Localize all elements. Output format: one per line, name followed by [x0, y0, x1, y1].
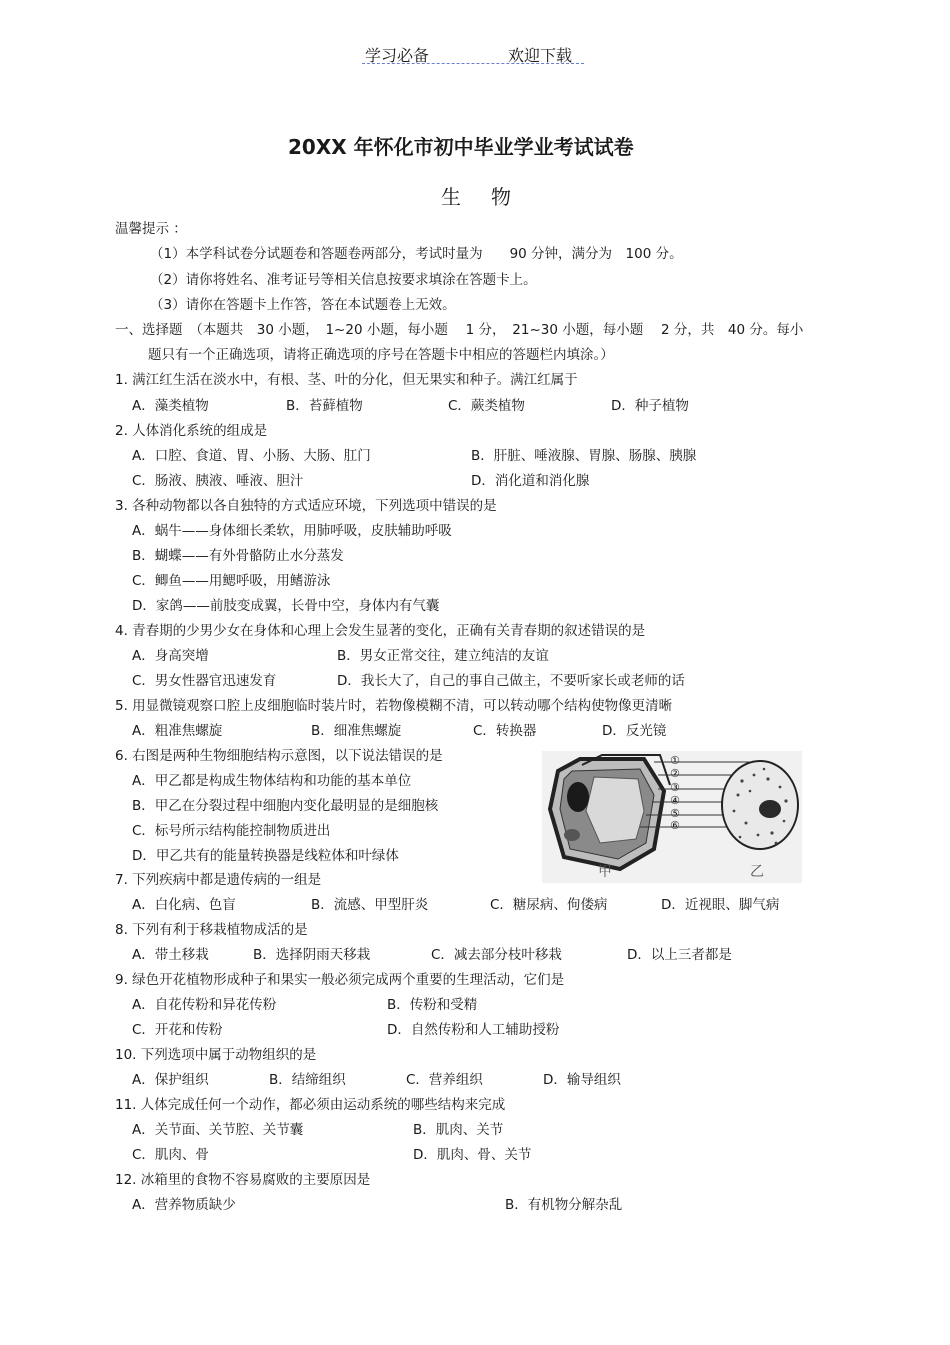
page-title: 20XX 年怀化市初中毕业学业考试试卷 [288, 135, 634, 159]
option: B．有机物分解杂乱 [505, 1197, 623, 1213]
question-stem: 2. 人体消化系统的组成是 [115, 423, 268, 439]
option: A．甲乙都是构成生物体结构和功能的基本单位 [132, 773, 412, 789]
option: B．肝脏、唾液腺、胃腺、肠腺、胰腺 [471, 448, 697, 464]
label-5: ⑤ [670, 807, 680, 820]
option: D．甲乙共有的能量转换器是线粒体和叶绿体 [132, 848, 399, 864]
option: B．蝴蝶——有外骨骼防止水分蒸发 [132, 548, 344, 564]
question-stem: 9. 绿色开花植物形成种子和果实一般必须完成两个重要的生理活动，它们是 [115, 972, 565, 988]
option: A．自花传粉和异花传粉 [132, 997, 277, 1013]
option: D．输导组织 [543, 1072, 621, 1088]
option: A．营养物质缺少 [132, 1197, 236, 1213]
caption-yi: 乙 [750, 864, 764, 880]
option: D．以上三者都是 [627, 947, 732, 963]
section-heading: 一、选择题 （本题共 30 小题， 1~20 小题，每小题 1 分， 21~30 小题，每小题 2 分，共 40 分。每小 [115, 322, 804, 338]
question-stem: 3. 各种动物都以各自独特的方式适应环境，下列选项中错误的是 [115, 498, 497, 514]
option: C．转换器 [473, 723, 537, 739]
option: D．肌肉、骨、关节 [413, 1147, 532, 1163]
option: B．传粉和受精 [387, 997, 478, 1013]
option: D．近视眼、脚气病 [661, 897, 780, 913]
question-stem: 8. 下列有利于移栽植物成活的是 [115, 922, 308, 938]
header-divider [362, 63, 584, 64]
option: A．身高突增 [132, 648, 209, 664]
option: D．家鸽——前肢变成翼，长骨中空，身体内有气囊 [132, 598, 440, 614]
option: B．肌肉、关节 [413, 1122, 504, 1138]
option: A．蜗牛——身体细长柔软，用肺呼吸，皮肤辅助呼吸 [132, 523, 452, 539]
option: C．肠液、胰液、唾液、胆汁 [132, 473, 304, 489]
option: D．消化道和消化腺 [471, 473, 590, 489]
tips-label: 温馨提示 ： [115, 221, 187, 237]
option: C．减去部分枝叶移栽 [431, 947, 562, 963]
option: C．蕨类植物 [448, 398, 525, 414]
option: A．口腔、食道、胃、小肠、大肠、肛门 [132, 448, 371, 464]
option: C．开花和传粉 [132, 1022, 223, 1038]
option: A．保护组织 [132, 1072, 209, 1088]
question-stem: 5. 用显微镜观察口腔上皮细胞临时装片时，若物像模糊不清，可以转动哪个结构使物像更清晰 [115, 698, 673, 714]
option: B．甲乙在分裂过程中细胞内变化最明显的是细胞核 [132, 798, 439, 814]
label-3: ③ [670, 781, 680, 794]
tip-item: （1）本学科试卷分试题卷和答题卷两部分，考试时量为 90 分钟，满分为 100 分。 [150, 246, 683, 262]
animal-cell [722, 761, 798, 849]
plant-cell [550, 755, 670, 869]
option: D．反光镜 [602, 723, 667, 739]
label-4: ④ [670, 794, 680, 807]
header-right: 欢迎下载 [508, 46, 573, 65]
option: B．流感、甲型肝炎 [311, 897, 429, 913]
option: C．鲫鱼——用鳃呼吸，用鳍游泳 [132, 573, 331, 589]
tip-item: （3）请你在答题卡上作答，答在本试题卷上无效。 [150, 297, 456, 313]
option: A．白化病、色盲 [132, 897, 236, 913]
option: A．带土移栽 [132, 947, 209, 963]
option: B．细准焦螺旋 [311, 723, 402, 739]
option: D．我长大了，自己的事自己做主，不要听家长或老师的话 [337, 673, 685, 689]
option: B．苔藓植物 [286, 398, 363, 414]
section-heading-cont: 题只有一个正确选项，请将正确选项的序号在答题卡中相应的答题栏内填涂。） [148, 347, 614, 363]
option: C．标号所示结构能控制物质进出 [132, 823, 331, 839]
option: B．男女正常交往，建立纯洁的友谊 [337, 648, 549, 664]
option: A．藻类植物 [132, 398, 209, 414]
question-stem: 12. 冰箱里的食物不容易腐败的主要原因是 [115, 1172, 371, 1188]
option: D．自然传粉和人工辅助授粉 [387, 1022, 560, 1038]
option: C．营养组织 [406, 1072, 483, 1088]
question-stem: 7. 下列疾病中都是遗传病的一组是 [115, 872, 322, 888]
label-6: ⑥ [670, 819, 680, 832]
caption-jia: 甲 [598, 864, 612, 880]
option: D．种子植物 [611, 398, 689, 414]
option: C．糖尿病、佝偻病 [490, 897, 608, 913]
tip-item: （2）请你将姓名、准考证号等相关信息按要求填涂在答题卡上。 [150, 272, 537, 288]
option: B．选择阴雨天移栽 [253, 947, 371, 963]
option: B．结缔组织 [269, 1072, 346, 1088]
question-stem: 4. 青春期的少男少女在身体和心理上会发生显著的变化，正确有关青春期的叙述错误的是 [115, 623, 646, 639]
label-2: ② [670, 767, 680, 780]
option: C．肌肉、骨 [132, 1147, 209, 1163]
option: C．男女性器官迅速发育 [132, 673, 277, 689]
question-stem: 1. 满江红生活在淡水中，有根、茎、叶的分化，但无果实和种子。满江红属于 [115, 372, 578, 388]
question-stem: 10. 下列选项中属于动物组织的是 [115, 1047, 317, 1063]
cell-structure-figure [542, 751, 802, 883]
label-1: ① [670, 754, 680, 767]
header-left: 学习必备 [365, 46, 430, 65]
subject-title: 生物 [441, 185, 541, 209]
option: A．关节面、关节腔、关节囊 [132, 1122, 304, 1138]
question-stem: 11. 人体完成任何一个动作，都必须由运动系统的哪些结构来完成 [115, 1097, 506, 1113]
question-stem: 6. 右图是两种生物细胞结构示意图，以下说法错误的是 [115, 748, 443, 764]
option: A．粗准焦螺旋 [132, 723, 223, 739]
